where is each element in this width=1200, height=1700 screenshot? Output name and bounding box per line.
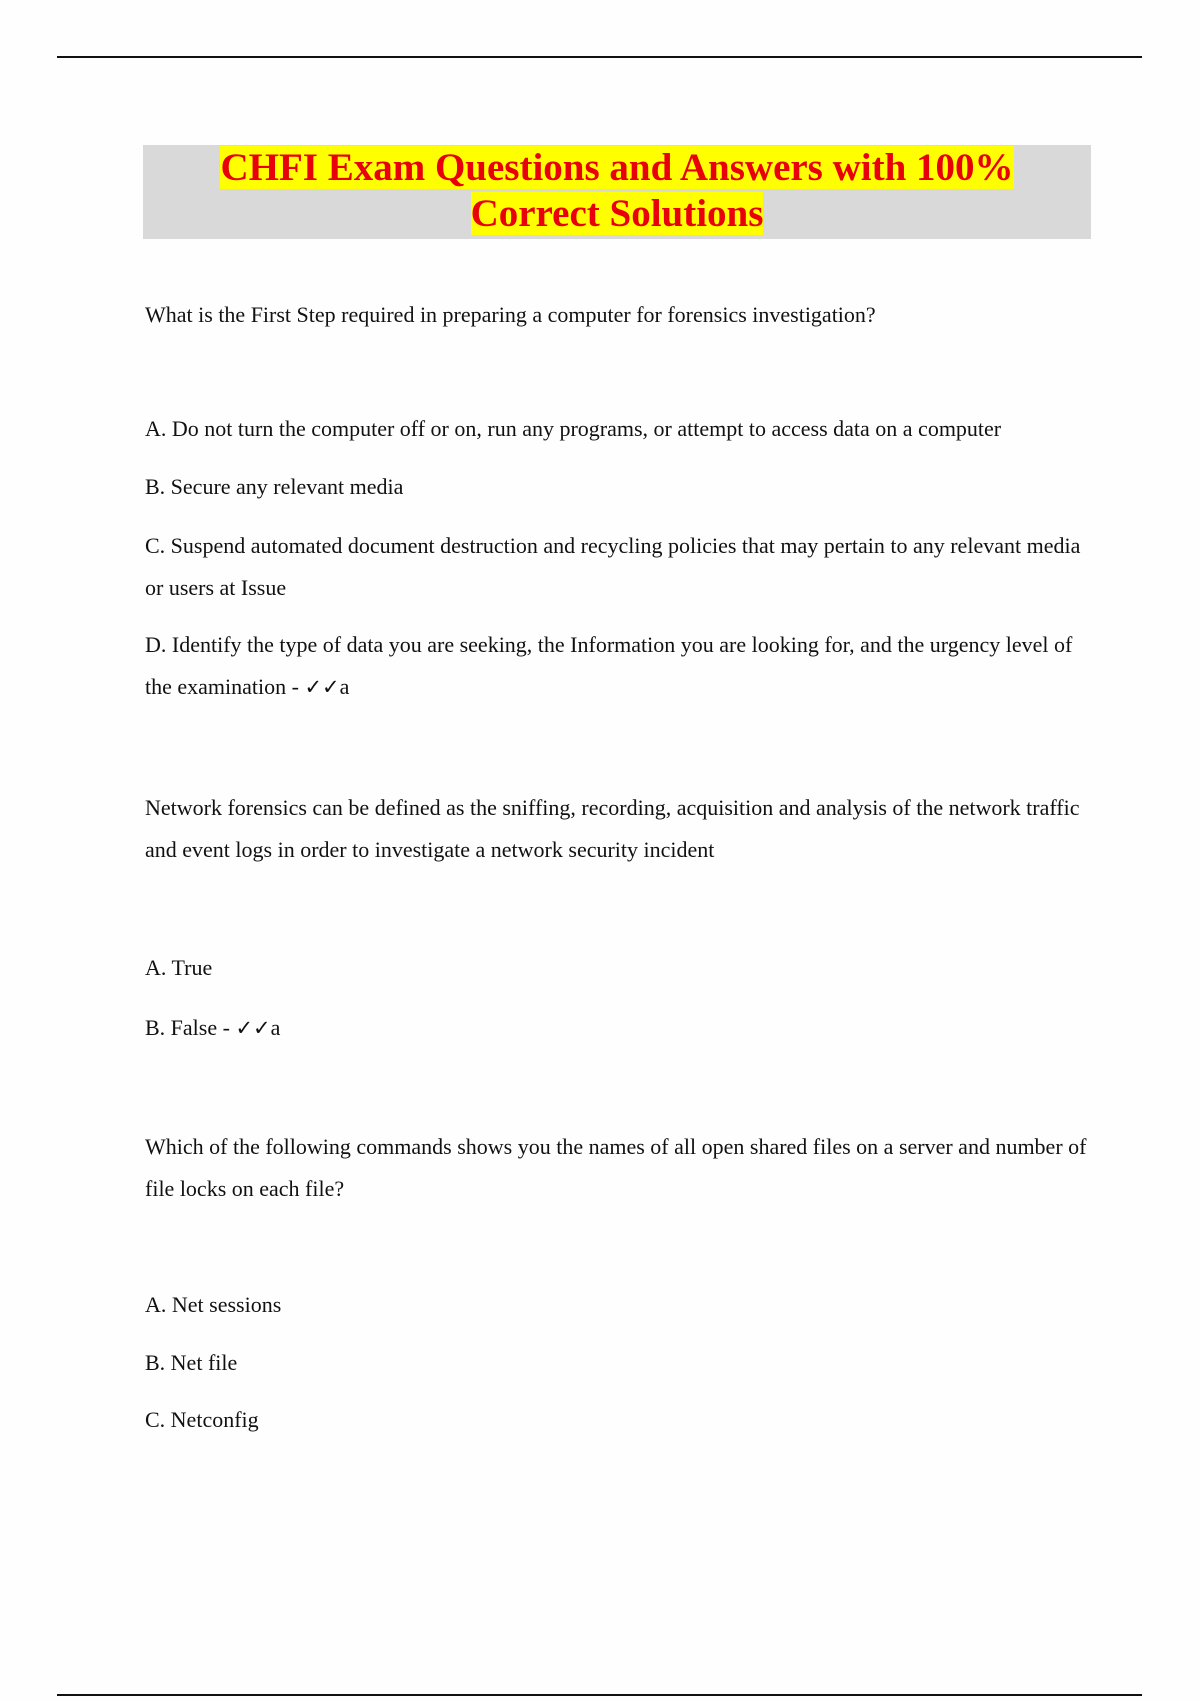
question-3-prompt: Which of the following commands shows you the names of all open shared files on a server and number of file locks on each file?: [145, 1134, 1087, 1201]
question-3-option-a: A. Net sessions: [145, 1292, 282, 1317]
question-1-option-c: C. Suspend automated document destruction and recycling policies that may pertain to any relevant media or users at Issue: [145, 533, 1081, 600]
question-1-option-a: A. Do not turn the computer off or on, run any programs, or attempt to access data on a computer: [145, 416, 1002, 441]
question-1-prompt: What is the First Step required in preparing a computer for forensics investigation?: [145, 302, 876, 327]
question-2-option-b-text: B. False -: [145, 1015, 236, 1040]
question-1-option-d-text: D. Identify the type of data you are seeking, the Information you are looking for, and the urgency level of the examination -: [145, 632, 1073, 699]
footer-rule: [57, 1694, 1142, 1696]
question-2-option-b: [145, 1007, 1090, 1049]
question-3-option-c: C. Netconfig: [145, 1407, 259, 1432]
check-mark-icon: ✓✓: [304, 675, 340, 699]
question-3-option-b: B. Net file: [145, 1350, 238, 1375]
document-title-line-2: Correct Solutions: [470, 192, 764, 235]
question-2-option-a: A. True: [145, 955, 213, 980]
question-1-option-d: [145, 624, 1090, 708]
question-1-answer: a: [339, 674, 350, 699]
document-title-band: [143, 145, 1091, 239]
header-rule: [57, 56, 1142, 58]
document-title-line-1: CHFI Exam Questions and Answers with 100%: [220, 146, 1014, 189]
check-mark-icon: ✓✓: [235, 1016, 271, 1040]
question-2-prompt: Network forensics can be defined as the sniffing, recording, acquisition and analysis of the network traffic and event logs in order to investigate a network security incident: [145, 795, 1080, 862]
question-2-answer: a: [270, 1015, 281, 1040]
question-1-option-b: B. Secure any relevant media: [145, 474, 404, 499]
